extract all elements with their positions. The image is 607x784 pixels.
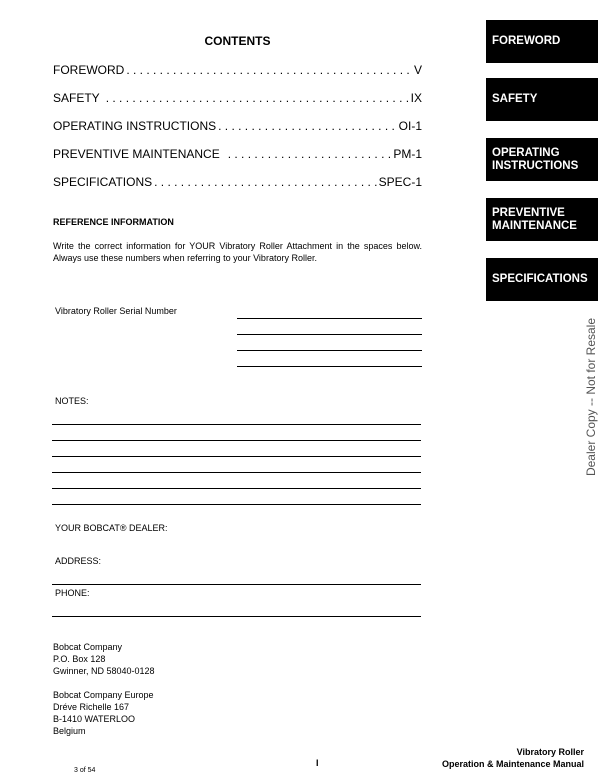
toc-page: OI-1 [398,119,422,133]
tab-operating-instructions[interactable] [486,138,598,181]
notes-label: NOTES: [55,396,89,406]
toc-entry-preventive-maintenance[interactable] [53,147,422,161]
toc-leader [228,147,392,161]
toc-label: SPECIFICATIONS [53,175,153,189]
address-label: ADDRESS: [55,556,102,566]
manual-title-line2: Operation & Maintenance Manual [441,759,584,769]
phone-label: PHONE: [55,588,90,598]
tab-safety[interactable] [486,78,598,121]
reference-text: Write the correct information for YOUR Vibratory Roller Attachment in the spaces below. Always use these numbers when referring to your Vibratory Roller. [53,241,422,263]
toc-label: FOREWORD [53,63,125,77]
phone-line[interactable] [52,616,421,617]
toc-page: IX [410,91,422,105]
address-line-text: Bobcat Company Europe [53,690,154,700]
toc-page: V [413,63,422,77]
notes-line[interactable] [52,424,421,425]
tab-label: FOREWORD [492,35,561,47]
serial-number-label: Vibratory Roller Serial Number [55,306,177,316]
page-number: I [316,758,319,768]
manual-title-line1: Vibratory Roller [516,747,584,757]
serial-line[interactable] [237,334,422,335]
tab-preventive-maintenance[interactable] [486,198,598,241]
address-line-text: Belgium [53,726,86,736]
serial-line[interactable] [237,350,422,351]
tab-specifications[interactable] [486,258,598,301]
toc-leader [218,119,397,133]
toc-page: PM-1 [393,147,422,161]
address-europe [53,689,154,737]
serial-line[interactable] [237,318,422,319]
toc-label: OPERATING INSTRUCTIONS [53,119,217,133]
notes-line[interactable] [52,504,421,505]
address-line-text: Dréve Richelle 167 [53,702,130,712]
notes-line[interactable] [52,472,421,473]
address-line-text: Gwinner, ND 58040-0128 [53,666,155,676]
notes-line[interactable] [52,456,421,457]
tab-label: SAFETY [492,93,538,105]
toc-entry-operating-instructions[interactable] [53,119,422,133]
reference-title: REFERENCE INFORMATION [53,217,174,227]
toc-leader [106,91,409,105]
toc-entry-foreword[interactable] [53,63,422,77]
page-count: 3 of 54 [74,767,96,774]
notes-line[interactable] [52,488,421,489]
toc-entry-specifications[interactable] [53,175,422,189]
address-line-text: P.O. Box 128 [53,654,106,664]
address-line[interactable] [52,584,421,585]
dealer-label: YOUR BOBCAT® DEALER: [55,523,168,533]
notes-line[interactable] [52,440,421,441]
toc-entry-safety[interactable] [53,91,422,105]
address-line-text: Bobcat Company [53,642,123,652]
toc-label: PREVENTIVE MAINTENANCE [53,147,220,161]
toc-leader [154,175,377,189]
manual-title [442,746,584,770]
tab-label: PREVENTIVE MAINTENANCE [492,206,577,232]
toc-page: SPEC-1 [378,175,422,189]
address-us [53,641,155,677]
toc-label: SAFETY [53,91,100,105]
tab-label: OPERATING INSTRUCTIONS [492,146,579,172]
tab-label: SPECIFICATIONS [492,273,588,285]
address-line-text: B-1410 WATERLOO [53,714,136,724]
toc-leader [126,63,412,77]
contents-title: CONTENTS [204,34,271,48]
watermark: Dealer Copy -- Not for Resale [584,317,598,477]
serial-line[interactable] [237,366,422,367]
tab-foreword[interactable] [486,20,598,63]
